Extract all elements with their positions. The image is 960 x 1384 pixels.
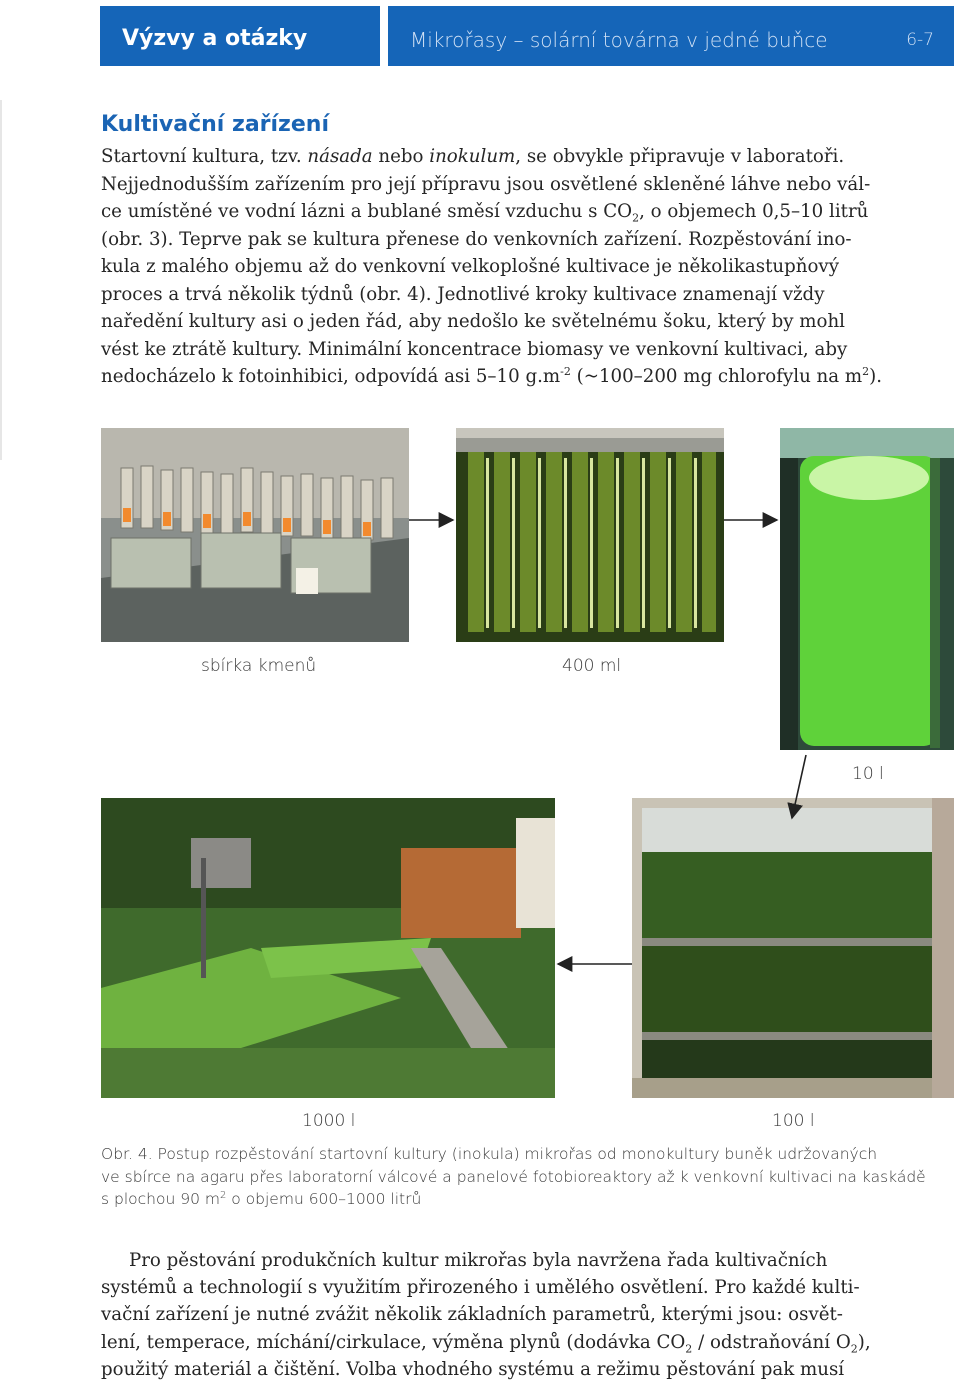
label-400ml: 400 ml: [562, 656, 622, 676]
text-line: použitý materiál a čištění. Volba vhodného systému a režimu pěstování pak musí: [101, 1358, 845, 1380]
label-1000l: 1000 l: [302, 1111, 356, 1131]
figure-caption: [101, 1143, 956, 1211]
photo-100l-panel-reactor: [632, 798, 954, 1098]
photo-strain-collection: [101, 428, 409, 642]
chapter-title: Mikrořasy – solární továrna v jedné buňce: [410, 28, 828, 52]
text-line: Nejjednodušším zařízením pro její přípravu jsou osvětlené skleněné láhve nebo vál-: [101, 173, 871, 195]
label-strain-collection: sbírka kmenů: [201, 656, 317, 676]
caption-line: Obr. 4. Postup rozpěstování startovní kultury (inokula) mikrořas od monokultury buněk udržovaných: [101, 1145, 878, 1163]
label-10l: 10 l: [852, 764, 884, 784]
text-line: (obr. 3). Teprve pak se kultura přenese do venkovních zařízení. Rozpěstování ino-: [101, 228, 852, 250]
intro-paragraph: [101, 143, 956, 391]
text-line: systémů a technologií s využitím přirozeného i umělého osvětlení. Pro každé kulti-: [101, 1277, 860, 1299]
caption-line: s plochou 90 $m^2$ o objemu 600–1000 litrů: [101, 1189, 422, 1208]
section-heading: Kultivační zařízení: [101, 112, 329, 137]
text-line: kula z malého objemu až do venkovní velkoplošné kultivace je několikastupňový: [101, 256, 839, 277]
photo-10l-cylinder: [780, 428, 954, 750]
header-title-bar: [388, 6, 954, 66]
text-line: nedocházelo k fotoinhibici, odpovídá asi 5–10 $g.m^{-2}$ (~100–200 mg chlorofylu na $m^2$).: [101, 364, 883, 387]
body-paragraph: [101, 1247, 956, 1383]
text-line: Pro pěstování produkčních kultur mikrořas byla navržena řada kultivačních: [129, 1250, 828, 1271]
text-line: ce umístěné ve vodní lázni a bublané směsí vzduchu s $CO_2$, o objemech 0,5–10 litrů: [101, 201, 869, 225]
text-line: proces a trvá několik týdnů (obr. 4). Jednotlivé kroky kultivace znamenají vždy: [101, 283, 825, 305]
text-line: Startovní kultura, tzv. násada nebo inokulum, se obvykle připravuje v laboratoři.: [101, 146, 845, 167]
caption-line: ve sbírce na agaru přes laboratorní válcové a panelové fotobioreaktory až k venkovní kultivaci na kaskádě: [101, 1167, 926, 1186]
text-line: lení, temperace, míchání/cirkulace, výměna plynů (dodávka $CO_2$ / odstraňování $O_2$),: [101, 1331, 871, 1356]
text-line: vést ke ztrátě kultury. Minimální koncentrace biomasy ve venkovní kultivaci, aby: [101, 338, 848, 360]
photo-1000l-outdoor-cascade: [101, 798, 555, 1098]
margin-rule: [0, 100, 2, 460]
photo-400ml-reactors: [456, 428, 724, 642]
page-number: 6-7: [906, 30, 934, 50]
header-section-label: [100, 6, 380, 66]
label-100l: 100 l: [772, 1111, 815, 1131]
section-name: Výzvy a otázky: [122, 26, 308, 51]
text-line: naředění kultury asi o jeden řád, aby nedošlo ke světelnému šoku, který by mohl: [101, 311, 845, 332]
text-line: vační zařízení je nutné zvážit několik základních parametrů, kterými jsou: osvět-: [101, 1304, 843, 1326]
